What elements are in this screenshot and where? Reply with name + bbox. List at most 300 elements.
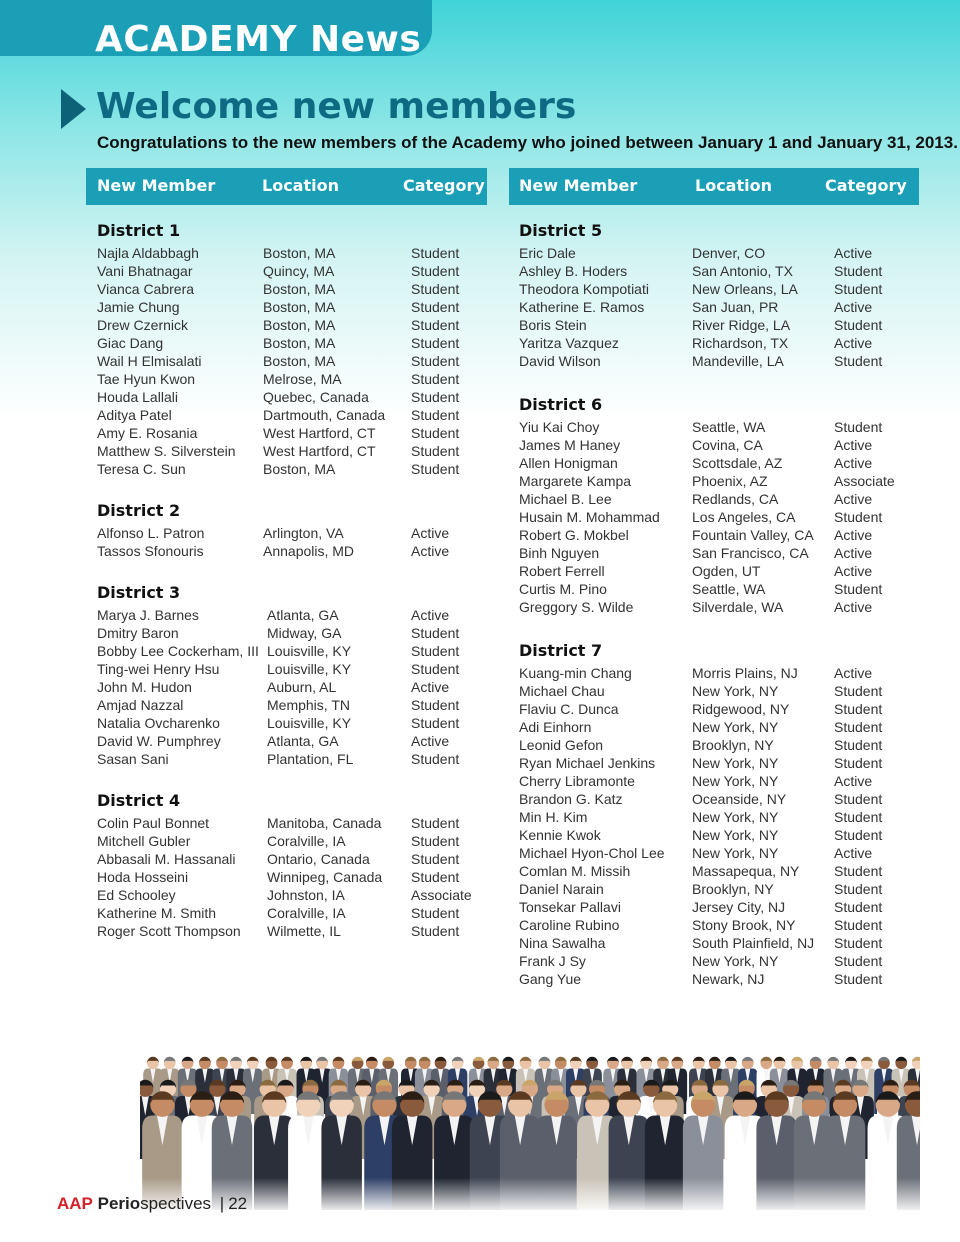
member-name: Husain M. Mohammad (519, 509, 660, 525)
member-location: West Hartford, CT (263, 425, 376, 441)
member-name: Amjad Nazzal (97, 697, 184, 713)
member-name: Ting-wei Henry Hsu (97, 661, 220, 677)
member-name: Kuang-min Chang (519, 665, 632, 681)
member-row (519, 454, 919, 472)
member-row (97, 904, 482, 922)
member-name: John M. Hudon (97, 679, 192, 695)
member-name: Margarete Kampa (519, 473, 632, 489)
member-row (519, 880, 919, 898)
member-row (519, 472, 919, 490)
arrow-right-icon (61, 89, 86, 129)
member-location: Seattle, WA (692, 419, 766, 435)
district-title: District 6 (519, 395, 603, 414)
member-category: Student (834, 881, 883, 897)
member-name: Sasan Sani (97, 751, 169, 767)
member-name: Allen Honigman (519, 455, 618, 471)
member-row (519, 352, 919, 370)
member-location: Covina, CA (692, 437, 763, 453)
member-location: Seattle, WA (692, 581, 766, 597)
member-category: Student (411, 833, 460, 849)
member-location: Atlanta, GA (267, 607, 339, 623)
member-name: Teresa C. Sun (97, 461, 186, 477)
member-category: Associate (411, 887, 472, 903)
district-block (97, 498, 482, 560)
member-row (519, 754, 919, 772)
member-location: Johnston, IA (267, 887, 345, 903)
member-row (97, 886, 482, 904)
member-category: Student (834, 755, 883, 771)
member-location: Coralville, IA (267, 833, 346, 849)
district-block (97, 580, 482, 768)
member-category: Student (411, 353, 460, 369)
member-row (97, 370, 482, 388)
member-name: Colin Paul Bonnet (97, 815, 210, 831)
member-name: Caroline Rubino (519, 917, 620, 933)
member-name: Amy E. Rosania (97, 425, 198, 441)
member-location: Newark, NJ (692, 971, 765, 987)
member-row (519, 970, 919, 988)
member-location: Phoenix, AZ (692, 473, 768, 489)
member-location: Scottsdale, AZ (692, 455, 783, 471)
member-category: Active (834, 335, 873, 351)
member-row (519, 934, 919, 952)
member-category: Student (411, 851, 460, 867)
member-location: Mandeville, LA (692, 353, 784, 369)
member-row (519, 772, 919, 790)
member-row (519, 718, 919, 736)
member-category: Student (411, 389, 460, 405)
member-name: James M Haney (519, 437, 621, 453)
member-row (519, 580, 919, 598)
member-name: Cherry Libramonte (519, 773, 635, 789)
member-category: Student (411, 299, 460, 315)
member-category: Student (411, 869, 460, 885)
member-location: West Hartford, CT (263, 443, 376, 459)
member-category: Student (834, 827, 883, 843)
member-row (97, 922, 482, 940)
member-row (519, 334, 919, 352)
member-category: Active (834, 299, 873, 315)
member-name: Kennie Kwok (519, 827, 601, 843)
member-name: Alfonso L. Patron (97, 525, 205, 541)
member-location: San Antonio, TX (692, 263, 793, 279)
member-location: New York, NY (692, 827, 779, 843)
member-row (97, 406, 482, 424)
member-row (519, 790, 919, 808)
district-title: District 1 (97, 221, 181, 240)
member-name: Nina Sawalha (519, 935, 606, 951)
member-category: Student (411, 625, 460, 641)
member-name: Tae Hyun Kwon (97, 371, 196, 387)
header-location: Location (262, 176, 339, 195)
member-category: Student (834, 953, 883, 969)
member-location: Denver, CO (692, 245, 766, 261)
member-location: Redlands, CA (692, 491, 779, 507)
member-category: Student (834, 263, 883, 279)
member-name: Michael B. Lee (519, 491, 612, 507)
member-category: Student (834, 419, 883, 435)
member-row (97, 606, 482, 624)
member-category: Active (834, 527, 873, 543)
member-category: Active (834, 491, 873, 507)
member-row (97, 424, 482, 442)
member-category: Active (834, 545, 873, 561)
member-location: Boston, MA (263, 353, 336, 369)
district-title: District 5 (519, 221, 603, 240)
member-name: Najla Aldabbagh (97, 245, 199, 261)
member-location: Melrose, MA (263, 371, 342, 387)
member-category: Student (411, 317, 460, 333)
member-name: Yiu Kai Choy (519, 419, 600, 435)
member-category: Student (834, 917, 883, 933)
member-row (97, 660, 482, 678)
member-location: Morris Plains, NJ (692, 665, 798, 681)
member-category: Student (834, 317, 883, 333)
district-block (97, 788, 482, 940)
member-name: Tassos Sfonouris (97, 543, 204, 559)
member-location: New Orleans, LA (692, 281, 798, 297)
section-title: ACADEMY News (95, 19, 422, 60)
member-location: Louisville, KY (267, 661, 352, 677)
header-location: Location (695, 176, 772, 195)
member-category: Active (834, 773, 873, 789)
member-location: Annapolis, MD (263, 543, 355, 559)
member-category: Active (834, 665, 873, 681)
member-name: Marya J. Barnes (97, 607, 199, 623)
member-category: Student (411, 461, 460, 477)
member-category: Student (411, 263, 460, 279)
member-category: Student (834, 935, 883, 951)
member-category: Active (834, 437, 873, 453)
member-row (519, 682, 919, 700)
member-name: Michael Chau (519, 683, 605, 699)
member-location: New York, NY (692, 845, 779, 861)
member-category: Student (834, 971, 883, 987)
member-row (97, 868, 482, 886)
member-category: Student (834, 281, 883, 297)
member-name: Theodora Kompotiati (519, 281, 649, 297)
member-row (519, 436, 919, 454)
member-row (97, 732, 482, 750)
member-location: Boston, MA (263, 281, 336, 297)
member-row (97, 542, 482, 560)
member-row (519, 562, 919, 580)
member-name: Jamie Chung (97, 299, 180, 315)
page-title: Welcome new members (96, 86, 577, 127)
member-category: Active (834, 599, 873, 615)
member-category: Student (411, 371, 460, 387)
member-location: Louisville, KY (267, 715, 352, 731)
table-header-left (86, 168, 487, 205)
member-location: Stony Brook, NY (692, 917, 796, 933)
member-name: Houda Lallali (97, 389, 178, 405)
member-name: Ashley B. Hoders (519, 263, 628, 279)
member-location: Plantation, FL (267, 751, 354, 767)
member-row (97, 524, 482, 542)
member-column-right (519, 218, 919, 988)
member-row (97, 678, 482, 696)
member-name: Bobby Lee Cockerham, III (97, 643, 259, 659)
member-name: David Wilson (519, 353, 601, 369)
member-location: Louisville, KY (267, 643, 352, 659)
member-category: Active (411, 679, 450, 695)
member-row (97, 832, 482, 850)
header-category: Category (825, 176, 907, 195)
footer-divider: | (219, 1194, 225, 1213)
member-name: Ed Schooley (97, 887, 176, 903)
member-name: Vani Bhatnagar (97, 263, 193, 279)
member-location: Brooklyn, NY (692, 737, 774, 753)
member-row (97, 624, 482, 642)
district-block (97, 218, 482, 478)
member-location: Auburn, AL (267, 679, 337, 695)
member-location: New York, NY (692, 809, 779, 825)
member-row (519, 952, 919, 970)
member-row (97, 850, 482, 868)
member-name: Michael Hyon-Chol Lee (519, 845, 665, 861)
footer (57, 1193, 247, 1215)
member-row (97, 750, 482, 768)
member-location: River Ridge, LA (692, 317, 791, 333)
member-category: Active (411, 607, 450, 623)
member-category: Active (411, 525, 450, 541)
member-row (519, 862, 919, 880)
member-name: Abbasali M. Hassanali (97, 851, 236, 867)
member-category: Student (411, 443, 460, 459)
member-row (97, 244, 482, 262)
member-location: Boston, MA (263, 461, 336, 477)
member-category: Student (411, 815, 460, 831)
member-row (519, 490, 919, 508)
member-name: Katherine E. Ramos (519, 299, 645, 315)
member-row (97, 460, 482, 478)
member-location: Oceanside, NY (692, 791, 787, 807)
member-row (519, 598, 919, 616)
member-row (519, 664, 919, 682)
member-name: Curtis M. Pino (519, 581, 607, 597)
member-column-left (97, 218, 482, 940)
header-new-member: New Member (519, 176, 638, 195)
member-name: Wail H Elmisalati (97, 353, 202, 369)
district-title: District 7 (519, 641, 603, 660)
member-name: Dmitry Baron (97, 625, 179, 641)
member-category: Associate (834, 473, 895, 489)
crowd-photo (140, 994, 920, 1210)
member-row (519, 244, 919, 262)
member-category: Student (411, 923, 460, 939)
member-category: Student (411, 245, 460, 261)
page-number: 22 (228, 1194, 248, 1213)
footer-brand-rest: spectives (140, 1194, 212, 1213)
member-location: Massapequa, NY (692, 863, 800, 879)
member-row (97, 696, 482, 714)
member-location: New York, NY (692, 953, 779, 969)
member-row (519, 916, 919, 934)
member-category: Active (834, 845, 873, 861)
district-title: District 4 (97, 791, 181, 810)
member-category: Student (411, 425, 460, 441)
member-location: Manitoba, Canada (267, 815, 382, 831)
member-category: Active (834, 563, 873, 579)
member-category: Student (411, 643, 460, 659)
member-row (97, 714, 482, 732)
member-location: Quincy, MA (263, 263, 335, 279)
member-name: Leonid Gefon (519, 737, 604, 753)
member-row (519, 844, 919, 862)
member-category: Student (411, 905, 460, 921)
member-category: Active (411, 733, 450, 749)
member-location: Brooklyn, NY (692, 881, 774, 897)
member-location: New York, NY (692, 719, 779, 735)
member-location: Wilmette, IL (267, 923, 341, 939)
member-location: Los Angeles, CA (692, 509, 796, 525)
member-row (519, 808, 919, 826)
member-name: Vianca Cabrera (97, 281, 195, 297)
member-location: Arlington, VA (263, 525, 344, 541)
member-row (97, 642, 482, 660)
member-location: Atlanta, GA (267, 733, 339, 749)
member-category: Active (834, 455, 873, 471)
member-category: Student (834, 791, 883, 807)
member-name: Katherine M. Smith (97, 905, 217, 921)
member-category: Student (834, 509, 883, 525)
member-name: Daniel Narain (519, 881, 604, 897)
member-row (97, 814, 482, 832)
member-category: Student (834, 683, 883, 699)
member-category: Student (411, 715, 460, 731)
member-category: Student (411, 407, 460, 423)
member-name: Giac Dang (97, 335, 164, 351)
member-row (97, 442, 482, 460)
member-location: Richardson, TX (692, 335, 789, 351)
member-category: Student (834, 809, 883, 825)
member-name: David W. Pumphrey (97, 733, 221, 749)
member-name: Eric Dale (519, 245, 576, 261)
member-location: San Juan, PR (692, 299, 779, 315)
member-location: Coralville, IA (267, 905, 346, 921)
district-block (519, 218, 919, 370)
member-location: Boston, MA (263, 335, 336, 351)
table-header-right (509, 168, 919, 205)
member-location: Ridgewood, NY (692, 701, 790, 717)
member-category: Student (411, 661, 460, 677)
member-row (519, 898, 919, 916)
member-name: Flaviu C. Dunca (519, 701, 619, 717)
district-title: District 3 (97, 583, 181, 602)
member-name: Mitchell Gubler (97, 833, 191, 849)
member-location: Dartmouth, Canada (263, 407, 386, 423)
member-name: Robert G. Mokbel (519, 527, 629, 543)
member-name: Matthew S. Silverstein (97, 443, 236, 459)
member-location: Fountain Valley, CA (692, 527, 814, 543)
member-category: Student (834, 581, 883, 597)
member-name: Comlan M. Missih (519, 863, 631, 879)
member-location: Ogden, UT (692, 563, 761, 579)
member-location: Memphis, TN (267, 697, 350, 713)
member-row (519, 508, 919, 526)
member-row (97, 388, 482, 406)
member-location: Silverdale, WA (692, 599, 784, 615)
member-location: Boston, MA (263, 245, 336, 261)
footer-brand-aap: AAP (57, 1194, 93, 1213)
member-name: Hoda Hosseini (97, 869, 189, 885)
member-location: Quebec, Canada (263, 389, 369, 405)
member-row (519, 418, 919, 436)
member-row (519, 526, 919, 544)
district-title: District 2 (97, 501, 181, 520)
member-row (97, 316, 482, 334)
district-block (519, 392, 919, 616)
member-row (519, 316, 919, 334)
member-location: New York, NY (692, 773, 779, 789)
member-category: Student (411, 335, 460, 351)
member-location: Midway, GA (267, 625, 342, 641)
member-row (97, 334, 482, 352)
header-category: Category (403, 176, 485, 195)
member-name: Frank J Sy (519, 953, 586, 969)
member-row (97, 262, 482, 280)
intro-text: Congratulations to the new members of the Academy who joined between January 1 and January 31, 2013. (97, 133, 958, 152)
member-row (519, 826, 919, 844)
member-category: Active (834, 245, 873, 261)
member-name: Gang Yue (519, 971, 582, 987)
district-block (519, 638, 919, 988)
member-row (519, 280, 919, 298)
member-location: Boston, MA (263, 317, 336, 333)
member-name: Ryan Michael Jenkins (519, 755, 656, 771)
member-category: Student (834, 737, 883, 753)
member-row (97, 280, 482, 298)
member-name: Adi Einhorn (519, 719, 592, 735)
member-category: Student (834, 899, 883, 915)
member-category: Student (834, 353, 883, 369)
member-row (519, 736, 919, 754)
member-name: Natalia Ovcharenko (97, 715, 220, 731)
member-location: Winnipeg, Canada (267, 869, 383, 885)
member-location: Boston, MA (263, 299, 336, 315)
member-location: Ontario, Canada (267, 851, 370, 867)
member-row (519, 298, 919, 316)
member-category: Active (411, 543, 450, 559)
member-name: Binh Nguyen (519, 545, 600, 561)
member-name: Aditya Patel (97, 407, 172, 423)
member-row (519, 544, 919, 562)
member-category: Student (834, 701, 883, 717)
member-location: Jersey City, NJ (692, 899, 786, 915)
member-row (519, 262, 919, 280)
member-name: Brandon G. Katz (519, 791, 623, 807)
member-location: San Francisco, CA (692, 545, 809, 561)
member-row (97, 298, 482, 316)
member-row (519, 700, 919, 718)
member-name: Boris Stein (519, 317, 587, 333)
member-name: Yaritza Vazquez (519, 335, 619, 351)
member-name: Roger Scott Thompson (97, 923, 241, 939)
member-category: Student (834, 719, 883, 735)
footer-brand-perio: Perio (97, 1194, 141, 1213)
member-name: Tonsekar Pallavi (519, 899, 621, 915)
member-category: Student (411, 697, 460, 713)
member-location: New York, NY (692, 755, 779, 771)
member-category: Student (411, 751, 460, 767)
member-name: Robert Ferrell (519, 563, 605, 579)
member-location: New York, NY (692, 683, 779, 699)
member-name: Min H. Kim (519, 809, 588, 825)
header-new-member: New Member (97, 176, 216, 195)
member-name: Greggory S. Wilde (519, 599, 634, 615)
member-location: South Plainfield, NJ (692, 935, 815, 951)
member-name: Drew Czernick (97, 317, 189, 333)
